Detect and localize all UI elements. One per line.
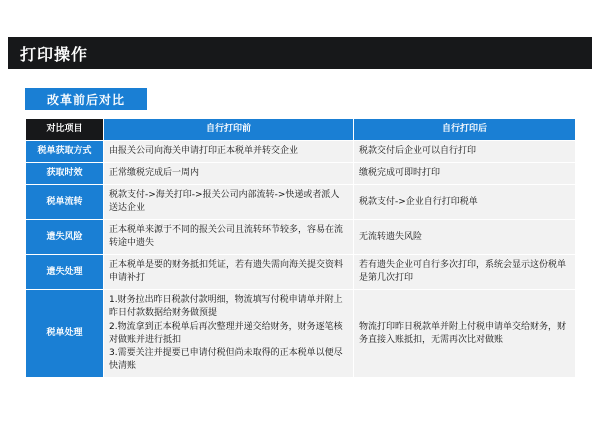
row-after-value: 无流转遗失风险	[354, 220, 576, 255]
comparison-table	[25, 118, 576, 378]
row-before-value: 税款支付->海关打印->报关公司内部流转->快递或者派人送达企业	[104, 185, 354, 220]
table-header-cell-1: 自行打印前	[104, 119, 354, 141]
table-row	[26, 163, 576, 185]
table-row	[26, 185, 576, 220]
table-header-row	[26, 119, 576, 141]
row-label: 税单处理	[26, 290, 104, 377]
row-after-value: 税款支付->企业自行打印税单	[354, 185, 576, 220]
row-after-value: 若有遗失企业可自行多次打印，系统会显示这份税单是第几次打印	[354, 255, 576, 290]
row-after-value: 税款交付后企业可以自行打印	[354, 141, 576, 163]
row-label: 获取时效	[26, 163, 104, 185]
row-label: 税单流转	[26, 185, 104, 220]
row-before-value: 正本税单是要的财务抵扣凭证，若有遗失需向海关提交资料申请补打	[104, 255, 354, 290]
row-after-value: 缴税完成可即时打印	[354, 163, 576, 185]
row-before-value: 1.财务拉出昨日税款付款明细，物流填写付税申请单并附上昨日付款数据给财务做预提 2.物流拿到正本税单后再次整理并递交给财务，财务逐笔核对做账并进行抵扣 3.需要关注并提要已申请付税但尚未取得的正本税单以便尽快清账	[104, 290, 354, 377]
page-title: 打印操作	[20, 44, 89, 64]
row-before-value: 正常缴税完成后一周内	[104, 163, 354, 185]
table-header-cell-2: 自行打印后	[354, 119, 576, 141]
section-tag	[25, 88, 147, 110]
table-header-cell-0: 对比项目	[26, 119, 104, 141]
table-row	[26, 290, 576, 377]
section-tag-label: 改革前后对比	[46, 92, 125, 107]
table-row	[26, 255, 576, 290]
row-before-value: 由报关公司向海关申请打印正本税单并转交企业	[104, 141, 354, 163]
table-row	[26, 220, 576, 255]
row-label: 遗失风险	[26, 220, 104, 255]
row-after-value: 物流打印昨日税款单并附上付税申请单交给财务，财务直接入账抵扣，无需再次比对做账	[354, 290, 576, 377]
row-label: 遗失处理	[26, 255, 104, 290]
slide-title-bar	[8, 37, 592, 69]
table-row	[26, 141, 576, 163]
row-label: 税单获取方式	[26, 141, 104, 163]
row-before-value: 正本税单来源于不同的报关公司且流转环节较多，容易在流转途中遗失	[104, 220, 354, 255]
